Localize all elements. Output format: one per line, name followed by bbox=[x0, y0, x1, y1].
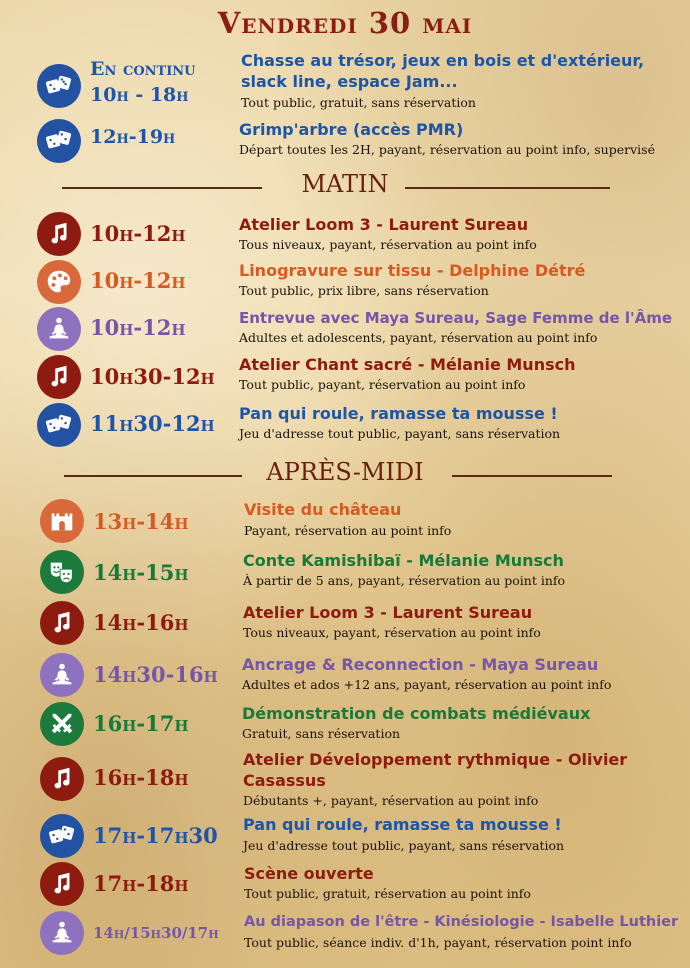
event-description: Départ toutes les 2H, payant, réservation au point info, supervisé bbox=[239, 142, 655, 157]
event-time: 10h - 18h bbox=[90, 84, 189, 106]
music-note-icon bbox=[40, 601, 84, 645]
event-description: Adultes et adolescents, payant, réservation au point info bbox=[239, 330, 598, 345]
event-time: 17h-18h bbox=[93, 871, 189, 896]
dice-icon bbox=[37, 64, 81, 108]
event-title: Chasse au trésor, jeux en bois et d'extérieur, bbox=[241, 51, 645, 70]
theater-masks-icon bbox=[40, 550, 84, 594]
event-row bbox=[0, 909, 690, 959]
event-row bbox=[0, 258, 690, 308]
music-note-icon bbox=[40, 862, 84, 906]
page-title: Vendredi 30 mai bbox=[217, 6, 473, 40]
event-time: 17h-17h30 bbox=[93, 823, 218, 848]
meditation-icon bbox=[40, 911, 84, 955]
section-title: APRÈS-MIDI bbox=[266, 458, 424, 486]
event-row bbox=[0, 750, 690, 811]
event-row bbox=[0, 51, 690, 118]
music-note-icon bbox=[37, 355, 81, 399]
event-time: 14h/15h30/17h bbox=[93, 924, 219, 942]
event-title: Entrevue avec Maya Sureau, Sage Femme de l'Âme bbox=[239, 309, 672, 327]
event-description: Tout public, gratuit, réservation au point info bbox=[244, 886, 531, 901]
event-description: Tous niveaux, payant, réservation au point info bbox=[243, 625, 541, 640]
event-description: Tout public, gratuit, sans réservation bbox=[241, 95, 476, 110]
event-row bbox=[0, 211, 690, 261]
event-title: Pan qui roule, ramasse ta mousse ! bbox=[243, 815, 562, 834]
event-description: Tout public, séance indiv. d'1h, payant, réservation point info bbox=[244, 935, 632, 950]
event-title: Conte Kamishibaï - Mélanie Munsch bbox=[243, 551, 564, 570]
divider-line bbox=[405, 187, 610, 189]
event-title: Ancrage & Reconnection - Maya Sureau bbox=[242, 655, 599, 674]
crossed-swords-icon bbox=[40, 702, 84, 746]
palette-icon bbox=[37, 260, 81, 304]
dice-icon bbox=[37, 403, 81, 447]
meditation-icon bbox=[37, 307, 81, 351]
music-note-icon bbox=[40, 757, 84, 801]
event-title: Pan qui roule, ramasse ta mousse ! bbox=[239, 404, 558, 423]
event-title: slack line, espace Jam... bbox=[241, 72, 458, 91]
event-row bbox=[0, 118, 690, 168]
event-description: Jeu d'adresse tout public, payant, sans réservation bbox=[239, 426, 561, 441]
event-row bbox=[0, 497, 690, 547]
event-description: Payant, réservation au point info bbox=[244, 523, 452, 538]
dice-icon bbox=[40, 814, 84, 858]
event-row bbox=[0, 651, 690, 701]
event-time: 10h-12h bbox=[90, 268, 186, 293]
event-row bbox=[0, 700, 690, 750]
event-title: Atelier Loom 3 - Laurent Sureau bbox=[239, 215, 529, 234]
event-description: Tout public, prix libre, sans réservation bbox=[239, 283, 489, 298]
event-row bbox=[0, 599, 690, 649]
event-time: 11h30-12h bbox=[90, 411, 215, 436]
divider-line bbox=[452, 475, 612, 477]
event-title: Casassus bbox=[243, 771, 326, 790]
event-title: Démonstration de combats médiévaux bbox=[242, 704, 591, 723]
section-divider-matin bbox=[0, 170, 690, 204]
event-row bbox=[0, 353, 690, 403]
event-time: 13h-14h bbox=[93, 509, 189, 534]
event-title: Au diapason de l'être - Kinésiologie - Isabelle Luthier bbox=[244, 914, 679, 930]
event-title: Atelier Développement rythmique - Olivier bbox=[243, 750, 628, 769]
section-divider-apres-midi bbox=[0, 458, 690, 492]
event-time: 10h-12h bbox=[90, 221, 186, 246]
event-row bbox=[0, 548, 690, 598]
event-row bbox=[0, 305, 690, 355]
music-note-icon bbox=[37, 212, 81, 256]
event-time: 16h-18h bbox=[93, 765, 189, 790]
event-title: Grimp'arbre (accès PMR) bbox=[239, 120, 464, 139]
meditation-icon bbox=[40, 653, 84, 697]
dice-icon bbox=[37, 119, 81, 163]
event-description: Débutants +, payant, réservation au point info bbox=[243, 793, 539, 808]
event-time: En continu bbox=[90, 58, 196, 80]
event-time: 14h-15h bbox=[93, 560, 189, 585]
event-time: 12h-19h bbox=[90, 126, 176, 148]
event-title: Scène ouverte bbox=[244, 864, 374, 883]
event-row bbox=[0, 401, 690, 451]
event-description: Tout public, payant, réservation au point info bbox=[239, 377, 526, 392]
section-title: MATIN bbox=[301, 170, 389, 198]
event-title: Linogravure sur tissu - Delphine Détré bbox=[239, 261, 586, 280]
event-time: 14h-16h bbox=[93, 610, 189, 635]
event-time: 14h30-16h bbox=[93, 662, 218, 687]
event-time: 10h30-12h bbox=[90, 364, 215, 389]
event-row bbox=[0, 812, 690, 862]
event-description: Adultes et ados +12 ans, payant, réservation au point info bbox=[242, 677, 612, 692]
event-title: Atelier Chant sacré - Mélanie Munsch bbox=[239, 355, 576, 374]
event-title: Visite du château bbox=[244, 500, 402, 519]
castle-icon bbox=[40, 499, 84, 543]
event-description: Gratuit, sans réservation bbox=[242, 726, 401, 741]
event-title: Atelier Loom 3 - Laurent Sureau bbox=[243, 603, 533, 622]
event-row bbox=[0, 860, 690, 910]
event-description: Jeu d'adresse tout public, payant, sans réservation bbox=[243, 838, 565, 853]
event-time: 16h-17h bbox=[93, 711, 189, 736]
event-description: Tous niveaux, payant, réservation au point info bbox=[239, 237, 537, 252]
event-time: 10h-12h bbox=[90, 315, 186, 340]
event-description: À partir de 5 ans, payant, réservation au point info bbox=[243, 573, 566, 588]
